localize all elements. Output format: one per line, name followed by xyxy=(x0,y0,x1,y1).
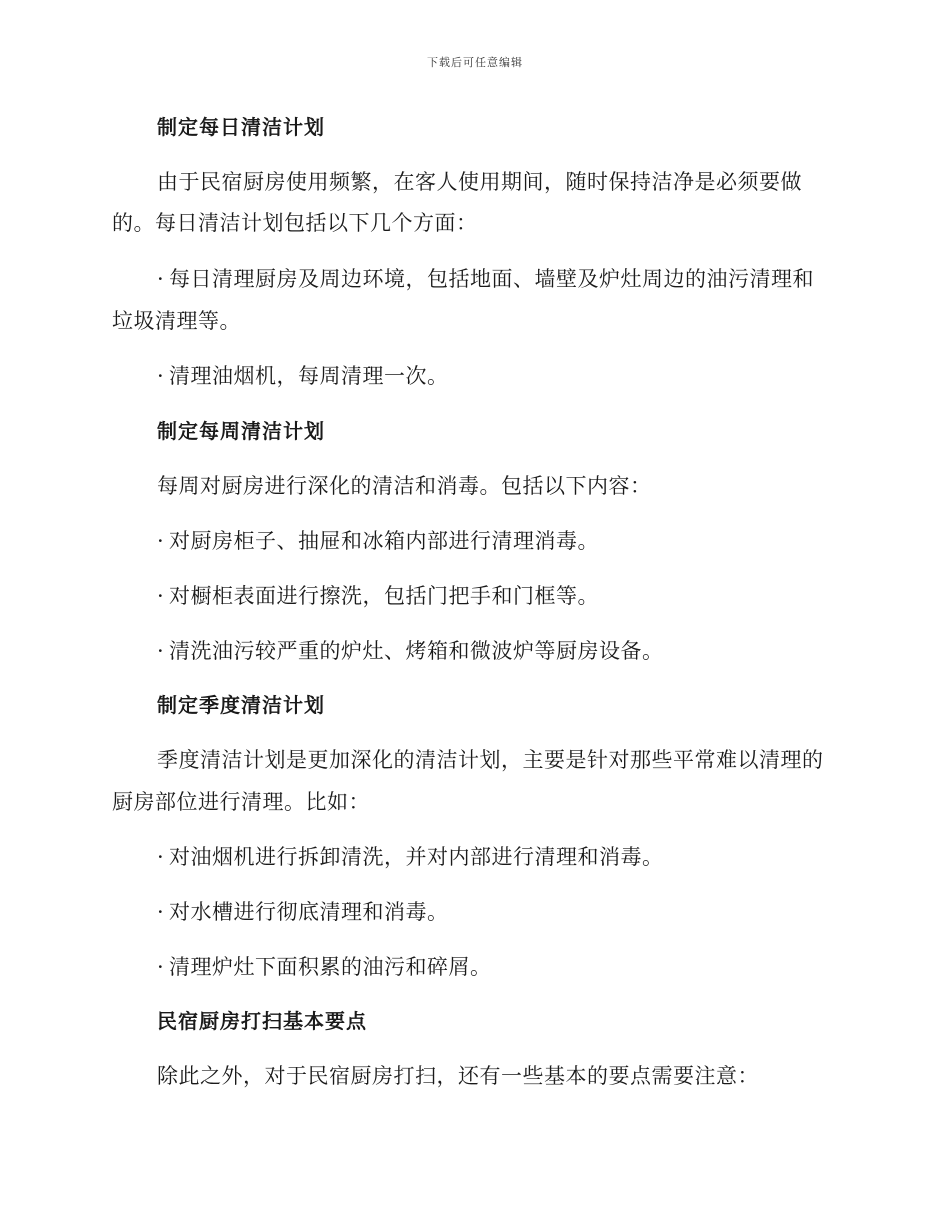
bullet-marker: · xyxy=(157,267,165,291)
section-heading-weekly: 制定每周清洁计划 xyxy=(157,419,325,443)
bullet-marker: · xyxy=(157,639,165,663)
bullet-marker: · xyxy=(157,900,165,924)
list-item-text: 每日清理厨房及周边环境，包括地面、墙壁及炉灶周边的油污清理和 xyxy=(169,267,814,291)
bullet-marker: · xyxy=(157,584,165,608)
section-heading-basics: 民宿厨房打扫基本要点 xyxy=(157,1009,367,1033)
section-heading-quarterly: 制定季度清洁计划 xyxy=(157,693,325,717)
list-item-text: 对水槽进行彻底清理和消毒。 xyxy=(169,900,449,924)
list-item-text: 对橱柜表面进行擦洗，包括门把手和门框等。 xyxy=(169,584,599,608)
list-item-daily-2 xyxy=(157,364,449,388)
list-item-quarterly-3 xyxy=(157,955,492,979)
bullet-marker: · xyxy=(157,364,165,388)
list-item-daily-1-line1 xyxy=(157,267,814,291)
list-item-weekly-3 xyxy=(157,639,664,663)
list-item-quarterly-1 xyxy=(157,845,664,869)
list-item-daily-1-line2: 垃圾清理等。 xyxy=(112,309,241,333)
paragraph-quarterly-intro-line1: 季度清洁计划是更加深化的清洁计划，主要是针对那些平常难以清理的 xyxy=(157,748,824,772)
bullet-marker: · xyxy=(157,845,165,869)
paragraph-quarterly-intro-line2: 厨房部位进行清理。比如： xyxy=(112,790,370,814)
list-item-quarterly-2 xyxy=(157,900,449,924)
list-item-text: 对厨房柜子、抽屉和冰箱内部进行清理消毒。 xyxy=(169,529,599,553)
paragraph-weekly-intro: 每周对厨房进行深化的清洁和消毒。包括以下内容： xyxy=(157,474,652,498)
bullet-marker: · xyxy=(157,955,165,979)
paragraph-daily-intro-line1: 由于民宿厨房使用频繁，在客人使用期间，随时保持洁净是必须要做 xyxy=(157,170,802,194)
bullet-marker: · xyxy=(157,529,165,553)
section-heading-daily: 制定每日清洁计划 xyxy=(157,115,325,139)
paragraph-daily-intro-line2: 的。每日清洁计划包括以下几个方面： xyxy=(112,211,478,235)
list-item-weekly-1 xyxy=(157,529,599,553)
page-header: 下载后可任意编辑 xyxy=(427,56,523,69)
list-item-text: 对油烟机进行拆卸清洗，并对内部进行清理和消毒。 xyxy=(169,845,664,869)
paragraph-basics-intro: 除此之外，对于民宿厨房打扫，还有一些基本的要点需要注意： xyxy=(157,1064,759,1088)
list-item-text: 清理炉灶下面积累的油污和碎屑。 xyxy=(169,955,492,979)
list-item-weekly-2 xyxy=(157,584,599,608)
list-item-text: 清理油烟机，每周清理一次。 xyxy=(169,364,449,388)
list-item-text: 清洗油污较严重的炉灶、烤箱和微波炉等厨房设备。 xyxy=(169,639,664,663)
